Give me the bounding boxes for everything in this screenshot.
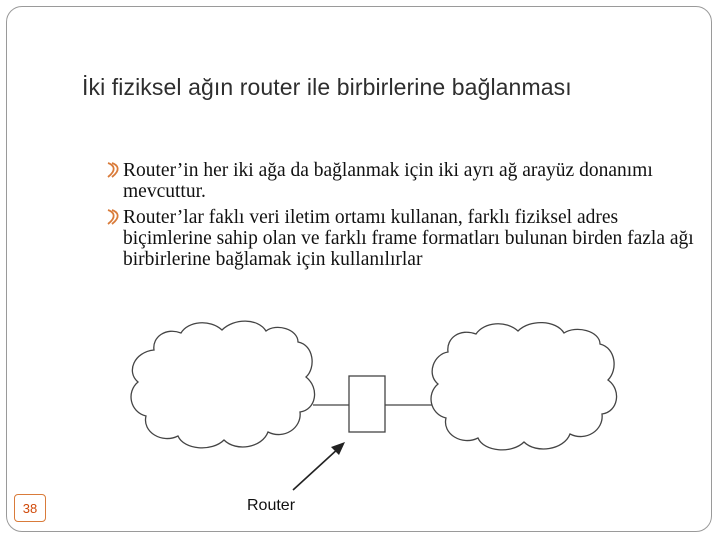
router-label: Router — [247, 497, 296, 514]
bullet-text: Router’in her iki ağa da bağlanmak için iki ayrı ağ arayüz donanımı mevcuttur. — [123, 160, 653, 202]
bullet-text: Router’lar faklı veri iletim ortamı kullanan, farklı fiziksel adres biçimlerine sahip olan ve farklı frame formatları bulunan birden fazla ağı birbirlerine bağlamak için kullanılırlar — [123, 207, 694, 270]
page-number: 38 — [14, 494, 46, 522]
router-box-icon — [349, 376, 385, 432]
slide-title: İki fiziksel ağın router ile birbirlerine bağlanması — [82, 74, 572, 100]
arrow-line — [293, 447, 340, 490]
right-cloud-icon — [431, 323, 617, 450]
left-cloud-icon — [131, 321, 315, 448]
